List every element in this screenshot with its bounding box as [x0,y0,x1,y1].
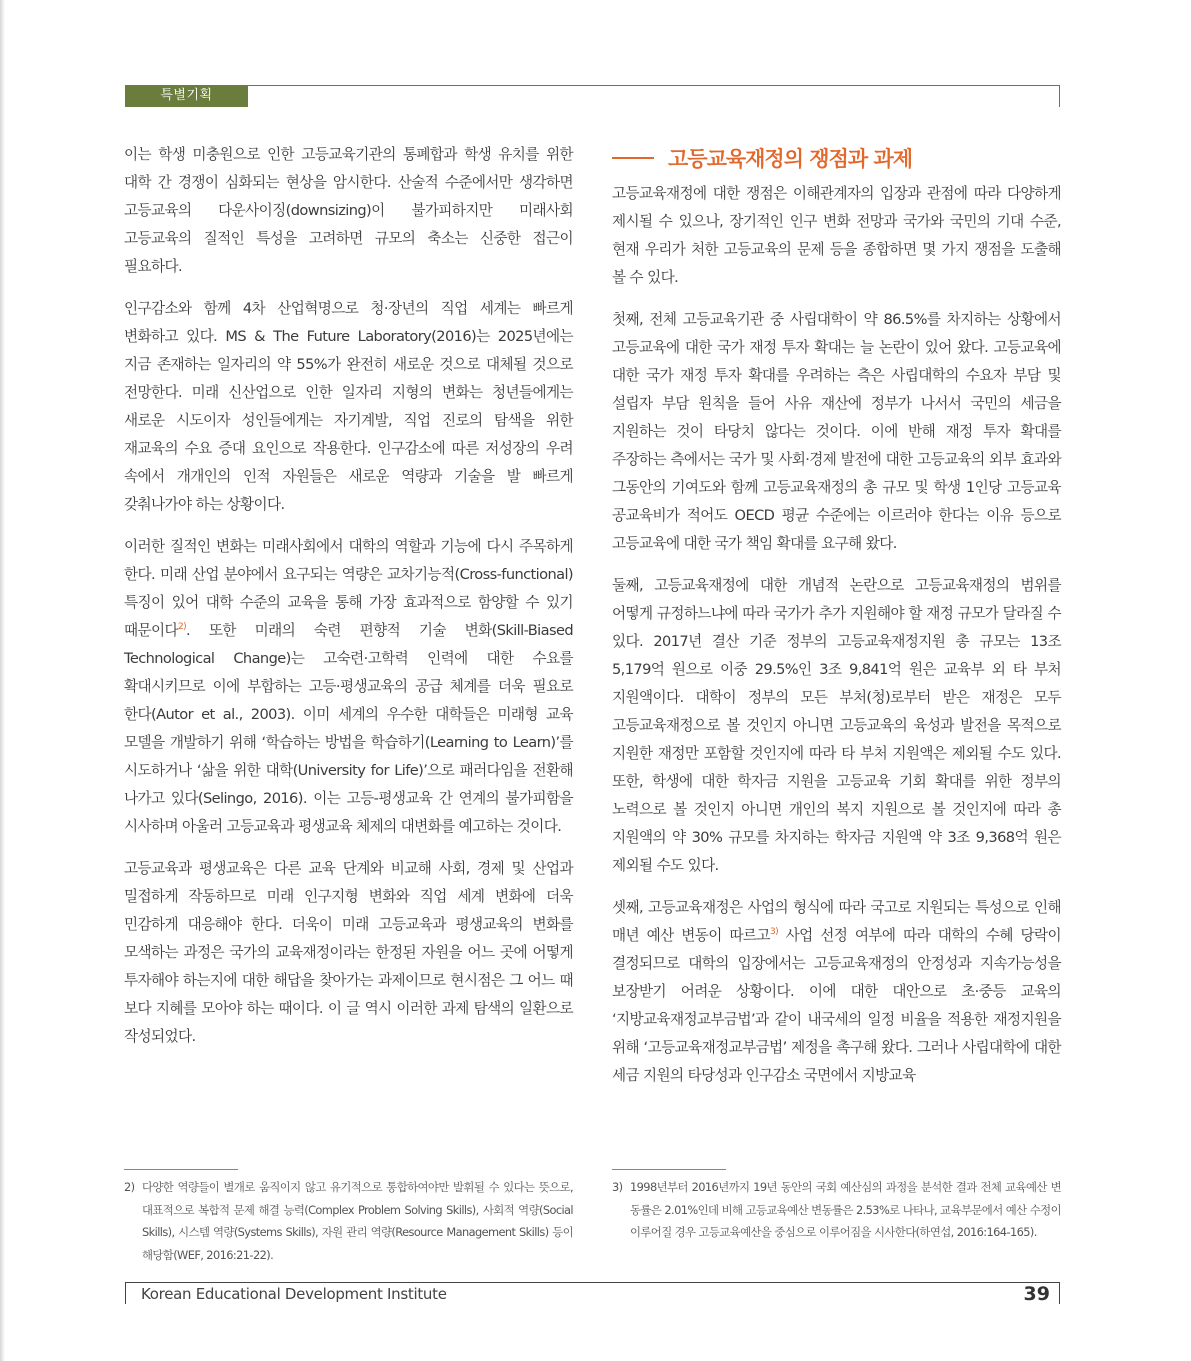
heading-rule [612,157,654,159]
footer-rule [125,1282,1060,1283]
footnote-text: 1998년부터 2016년까지 19년 동안의 국회 예산심의 과정을 분석한 결과 전체 교육예산 변동률은 2.01%인데 비해 고등교육예산 변동률은 2.53%로 나타나, 교육부문에서 예산 수정이 이루어질 경우 고등교육예산을 중심으로 이루어짐을 시사한다(하연섭, 2016:164-165). [630,1180,1061,1239]
footnote-rule [612,1169,726,1170]
institute-name: Korean Educational Development Institute [141,1285,447,1303]
paragraph-text: . 또한 미래의 숙련 편향적 기술 변화(Skill-Biased Technological Change)는 고숙련·고학력 인력에 대한 수요를 확대시키므로 이에 부합하는 고등·평생교육의 공급 체계를 더욱 필요로 한다(Autor et al., 2003). 이미 세계의 우수한 대학들은 미래형 교육 모델을 개발하기 위해 ‘학습하는 방법을 학습하기(Learning to Learn)’를 시도하거나 ‘삶을 위한 대학(University for Life)’으로 패러다임을 전환해 나가고 있다(Selingo, 2016). 이는 고등-평생교육 간 연계의 불가피함을 시사하며 아울러 고등교육과 평생교육 체제의 대변화를 예고하는 것이다. [124,622,573,835]
footnote-number: 3) [612,1180,623,1194]
footnote-ref-3[interactable]: 3) [769,927,778,938]
paragraph: 고등교육과 평생교육은 다른 교육 단계와 비교해 사회, 경제 및 산업과 밀접하게 작동하므로 미래 인구지형 변화와 직업 세계 변화에 더욱 민감하게 대응해야 한다. 더욱이 미래 고등교육과 평생교육의 변화를 모색하는 과정은 국가의 교육재정이라는 한정된 자원을 어느 곳에 어떻게 투자해야 하는지에 대한 해답을 찾아가는 과제이므로 현시점은 그 어느 때 보다 지혜를 모아야 하는 때이다. 이 글 역시 이러한 과제 탐색의 일환으로 작성되었다. [124,860,573,1045]
page-number: 39 [1023,1283,1050,1305]
paragraph: 고등교육재정에 대한 쟁점은 이해관계자의 입장과 관점에 따라 다양하게 제시될 수 있으나, 장기적인 인구 변화 전망과 국가와 국민의 기대 수준, 현재 우리가 처한 고등교육의 문제 등을 종합하면 몇 가지 쟁점을 도출해 볼 수 있다. [612,185,1061,286]
paragraph-text: 셋째, 고등교육재정은 사업의 형식에 따라 국고로 지원되는 특성으로 인해 매년 예산 변동이 따르고 [612,899,1061,944]
paragraph: 인구감소와 함께 4차 산업혁명으로 청·장년의 직업 세계는 빠르게 변화하고 있다. MS & The Future Laboratory(2016)는 2025년에는 지금 존재하는 일자리의 약 55%가 완전히 새로운 것으로 대체될 것으로 전망한다. 미래 신산업으로 인한 일자리 지형의 변화는 청년들에게는 새로운 시도이자 성인들에게는 자기계발, 직업 진로의 탐색을 위한 재교육의 수요 증대 요인으로 작용한다. 인구감소에 따른 저성장의 우려 속에서 개개인의 인적 자원들은 새로운 역량과 기술을 발 빠르게 갖춰나가야 하는 상황이다. [124,300,573,513]
paragraph: 이는 학생 미충원으로 인한 고등교육기관의 통폐합과 학생 유치를 위한 대학 간 경쟁이 심화되는 현상을 암시한다. 산술적 수준에서만 생각하면 고등교육의 다운사이징(downsizing)이 불가피하지만 미래사회 고등교육의 질적인 특성을 고려하면 규모의 축소는 신중한 접근이 필요하다. [124,146,573,275]
footer-rule-right [1059,1282,1060,1304]
paragraph: 첫째, 전체 고등교육기관 중 사립대학이 약 86.5%를 차지하는 상황에서 고등교육에 대한 국가 재정 투자 확대는 늘 논란이 있어 왔다. 고등교육에 대한 국가 재정 투자 확대를 우려하는 측은 사립대학의 수요자 부담 및 설립자 부담 원칙을 들어 사유 재산에 정부가 나서서 국민의 세금을 지원하는 것이 타당치 않다는 것이다. 이에 반해 재정 투자 확대를 주장하는 측에서는 국가 및 사회·경제 발전에 대한 고등교육의 외부 효과와 그동안의 기여도와 함께 고등교육재정의 총 규모 및 학생 1인당 고등교육 공교육비가 적어도 OECD 평균 수준에는 이르러야 한다는 이유 등으로 고등교육에 대한 국가 책임 확대를 요구해 왔다. [612,311,1061,552]
section-heading-block [612,140,1061,176]
paragraph [612,894,1061,1090]
header-rule-end [1059,85,1060,107]
right-column [612,140,1061,1104]
footnote-text: 다양한 역량들이 별개로 움직이지 않고 유기적으로 통합하여야만 발휘될 수 있다는 뜻으로, 대표적으로 복합적 문제 해결 능력(Complex Problem Solving Skills), 사회적 역량(Social Skills), 시스템 역량(Systems Skills), 자원 관리 역량(Resource Management Skills) 등이 해당함(WEF, 2016:21-22). [142,1180,573,1262]
paragraph [124,533,573,841]
paragraph-text: 사업 선정 여부에 따라 대학의 수혜 당락이 결정되므로 대학의 입장에서는 고등교육재정의 안정성과 지속가능성을 보장받기 어려운 상황이다. 이에 대한 대안으로 초·중등 교육의 ‘지방교육재정교부금법’과 같이 내국세의 일정 비율을 적용한 재정지원을 위해 ‘고등교육재정교부금법’ 제정을 촉구해 왔다. 그러나 사립대학에 대한 세금 지원의 타당성과 인구감소 국면에서 지방교육 [612,927,1062,1084]
header-rule [125,85,1060,86]
left-column [124,141,573,1065]
footer-rule-left [125,1282,126,1304]
paragraph: 둘째, 고등교육재정에 대한 개념적 논란으로 고등교육재정의 범위를 어떻게 규정하느냐에 따라 국가가 추가 지원해야 할 재정 규모가 달라질 수 있다. 2017년 결산 기준 정부의 고등교육재정지원 총 규모는 13조 5,179억 원으로 이중 29.5%인 3조 9,841억 원은 교육부 외 타 부처 지원액이다. 대학이 정부의 모든 부처(청)로부터 받은 재정은 모두 고등교육재정으로 볼 것인지 아니면 고등교육의 육성과 발전을 목적으로 지원한 재정만 포함할 것인지에 따라 타 부처 지원액은 제외될 수도 있다. 또한, 학생에 대한 학자금 지원을 고등교육 기회 확대를 위한 정부의 노력으로 볼 것인지 아니면 개인의 복지 지원으로 볼 것인지에 따라 총 지원액의 약 30% 규모를 차지하는 학자금 지원액 약 3조 9,368억 원은 제외될 수도 있다. [612,577,1061,874]
footnote-number: 2) [124,1180,135,1194]
page-edge-shadow [0,0,5,1361]
footnote-2 [124,1176,573,1266]
paragraph-text: 이러한 질적인 변화는 미래사회에서 대학의 역할과 기능에 다시 주목하게 한다. 미래 산업 분야에서 요구되는 역량은 교차기능적(Cross-functional) 특징이 있어 대학 수준의 교육을 통해 가장 효과적으로 함양할 수 있기 때문이다 [124,538,573,639]
section-tag: 특별기획 [125,85,248,107]
footnote-3 [612,1176,1061,1244]
footnote-ref-2[interactable]: 2) [178,622,187,633]
section-heading: 고등교육재정의 쟁점과 과제 [668,147,913,171]
footnote-rule [124,1169,238,1170]
